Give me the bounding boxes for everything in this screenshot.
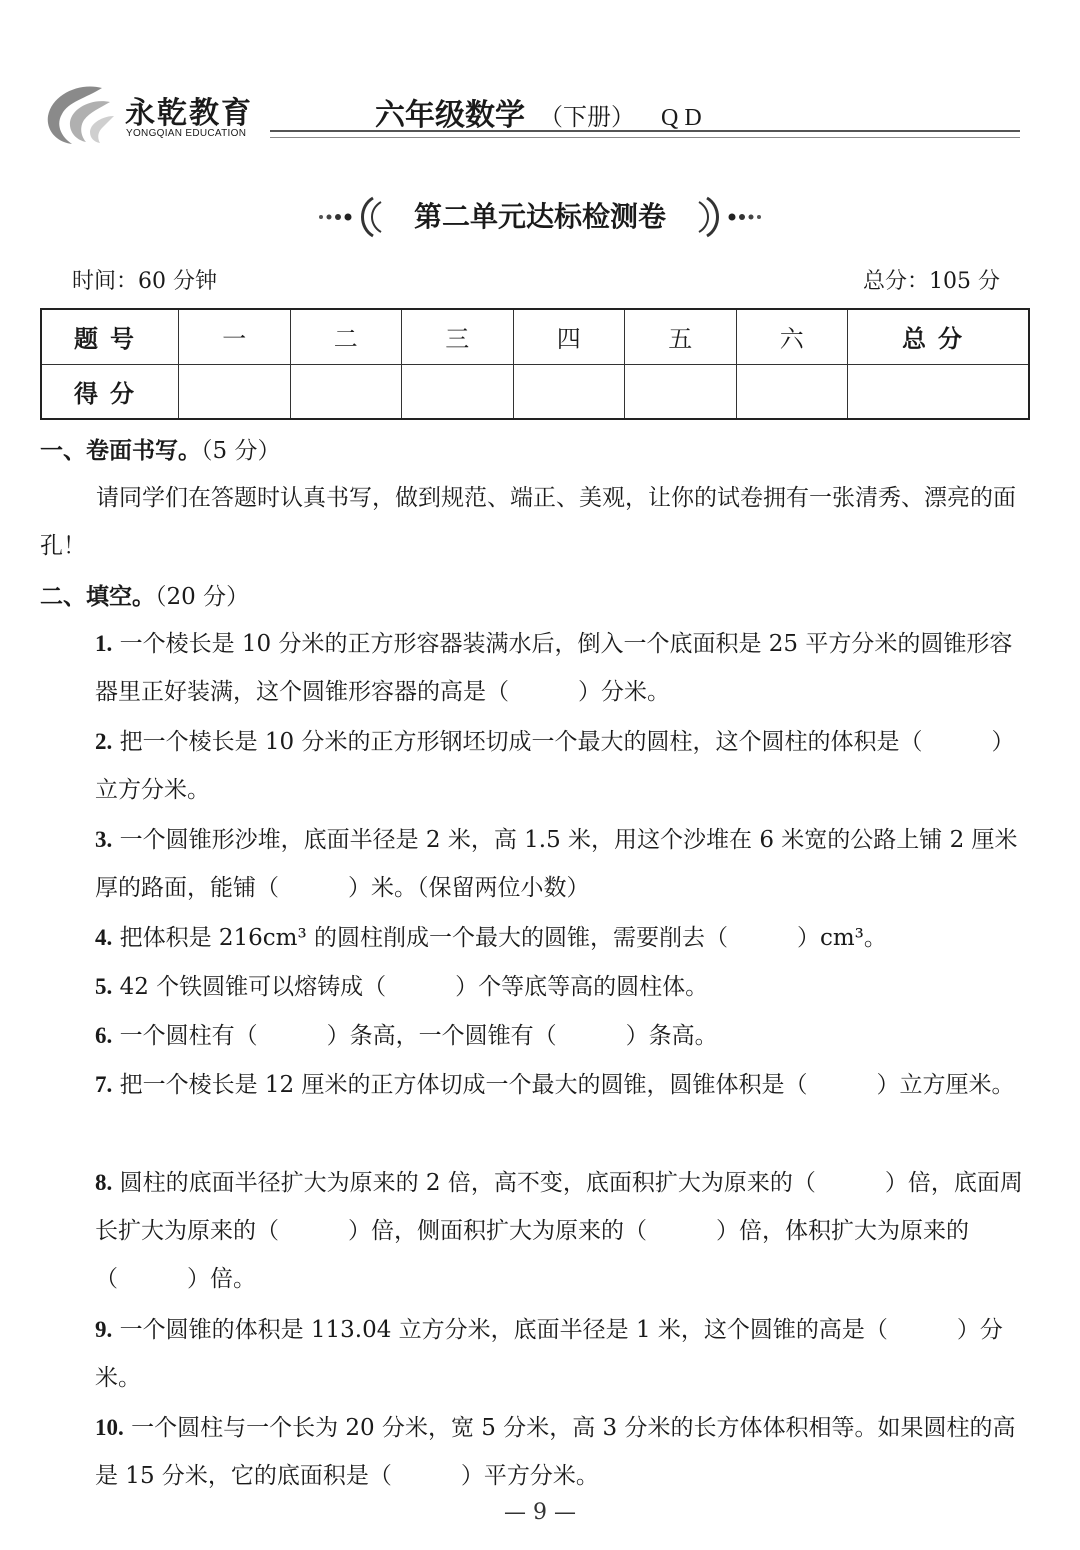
score-cell-total[interactable] xyxy=(848,364,1030,419)
header-rule xyxy=(270,130,1020,138)
book-title-main: 六年级数学 xyxy=(375,98,525,133)
score-table-col-5: 五 xyxy=(625,309,737,364)
question-text: 一个圆柱与一个长为 20 分米，宽 5 分米，高 3 分米的长方体体积相等。如果圆柱的高是 15 分米，它的底面积是（ ）平方分米。 xyxy=(95,1415,1016,1489)
question-10 xyxy=(95,1404,1035,1500)
score-cell-1[interactable] xyxy=(179,364,291,419)
score-table-col-3: 三 xyxy=(402,309,514,364)
question-5 xyxy=(95,963,1035,1011)
logo-english-text: YONGQIAN EDUCATION xyxy=(126,128,247,139)
question-number: 1. xyxy=(95,631,113,656)
score-table-col-6: 六 xyxy=(736,309,848,364)
question-7 xyxy=(95,1061,1035,1109)
logo-chinese-text: 永乾教育 xyxy=(125,96,253,131)
question-number: 10. xyxy=(95,1415,124,1440)
question-text: 圆柱的底面半径扩大为原来的 2 倍，高不变，底面积扩大为原来的（ ）倍，底面周长扩大为原来的（ ）倍，侧面积扩大为原来的（ ）倍，体积扩大为原来的（ ）倍。 xyxy=(95,1170,1023,1292)
question-4 xyxy=(95,914,1035,962)
section-2-points: （20 分） xyxy=(155,584,250,610)
book-edition: QD xyxy=(661,105,708,131)
question-number: 5. xyxy=(95,974,113,999)
score-table-total-label: 总分 xyxy=(848,309,1030,364)
question-text: 把一个棱长是 12 厘米的正方体切成一个最大的圆锥，圆锥体积是（ ）立方厘米。 xyxy=(119,1072,1015,1098)
unit-title: 第二单元达标检测卷 xyxy=(413,200,666,233)
score-cell-2[interactable] xyxy=(290,364,402,419)
score-cell-3[interactable] xyxy=(402,364,514,419)
question-text: 把体积是 216cm³ 的圆柱削成一个最大的圆锥，需要削去（ ）cm³。 xyxy=(119,925,887,951)
question-text: 把一个棱长是 10 分米的正方形钢坯切成一个最大的圆柱，这个圆柱的体积是（ ）立方分米。 xyxy=(95,729,1015,803)
question-number: 9. xyxy=(95,1317,113,1342)
book-title xyxy=(375,90,708,134)
exam-time: 时间：60 分钟 xyxy=(72,269,217,294)
section-1-title: 一、卷面书写。 xyxy=(40,438,201,464)
score-cell-6[interactable] xyxy=(736,364,848,419)
score-table-score-row xyxy=(41,364,1029,419)
score-table-row1-label: 题号 xyxy=(41,309,179,364)
question-number: 3. xyxy=(95,827,113,852)
question-text: 一个圆柱有（ ）条高，一个圆锥有（ ）条高。 xyxy=(119,1023,718,1049)
swirl-logo-icon xyxy=(40,80,120,150)
score-cell-5[interactable] xyxy=(625,364,737,419)
exam-total-score: 总分：105 分 xyxy=(863,269,1000,294)
question-number: 4. xyxy=(95,925,113,950)
question-6 xyxy=(95,1012,1035,1060)
section-2-title: 二、填空。 xyxy=(40,584,155,610)
question-8 xyxy=(95,1159,1035,1303)
section-1-text: 请同学们在答题时认真书写，做到规范、端正、美观，让你的试卷拥有一张清秀、漂亮的面孔！ xyxy=(40,485,1016,559)
unit-title-banner xyxy=(315,192,765,242)
score-table-col-2: 二 xyxy=(290,309,402,364)
score-table-row2-label: 得分 xyxy=(41,364,179,419)
question-number: 8. xyxy=(95,1170,113,1195)
question-2 xyxy=(95,718,1035,814)
question-text: 一个圆锥的体积是 113.04 立方分米，底面半径是 1 米，这个圆锥的高是（ ）分米。 xyxy=(95,1317,1003,1391)
question-9 xyxy=(95,1306,1035,1402)
question-number: 6. xyxy=(95,1023,113,1048)
question-1 xyxy=(95,620,1035,716)
section-2-heading xyxy=(40,578,249,611)
question-number: 7. xyxy=(95,1072,113,1097)
question-text: 42 个铁圆锥可以熔铸成（ ）个等底等高的圆柱体。 xyxy=(119,974,709,1000)
score-table-col-4: 四 xyxy=(513,309,625,364)
score-table-col-1: 一 xyxy=(179,309,291,364)
section-1-heading xyxy=(40,432,280,465)
score-table-header-row xyxy=(41,309,1029,364)
score-cell-4[interactable] xyxy=(513,364,625,419)
section-1-points: （5 分） xyxy=(201,438,281,464)
page-number: — 9 — xyxy=(504,1500,576,1525)
page-header xyxy=(40,70,1020,160)
book-volume: （下册） xyxy=(539,103,635,131)
question-text: 一个圆锥形沙堆，底面半径是 2 米，高 1.5 米，用这个沙堆在 6 米宽的公路上铺 2 厘米厚的路面，能铺（ ）米。（保留两位小数） xyxy=(95,827,1018,901)
question-3 xyxy=(95,816,1035,912)
question-text: 一个棱长是 10 分米的正方形容器装满水后，倒入一个底面积是 25 平方分米的圆锥形容器里正好装满，这个圆锥形容器的高是（ ）分米。 xyxy=(95,631,1013,705)
score-table xyxy=(40,308,1030,420)
question-number: 2. xyxy=(95,729,113,754)
publisher-logo xyxy=(40,80,270,150)
